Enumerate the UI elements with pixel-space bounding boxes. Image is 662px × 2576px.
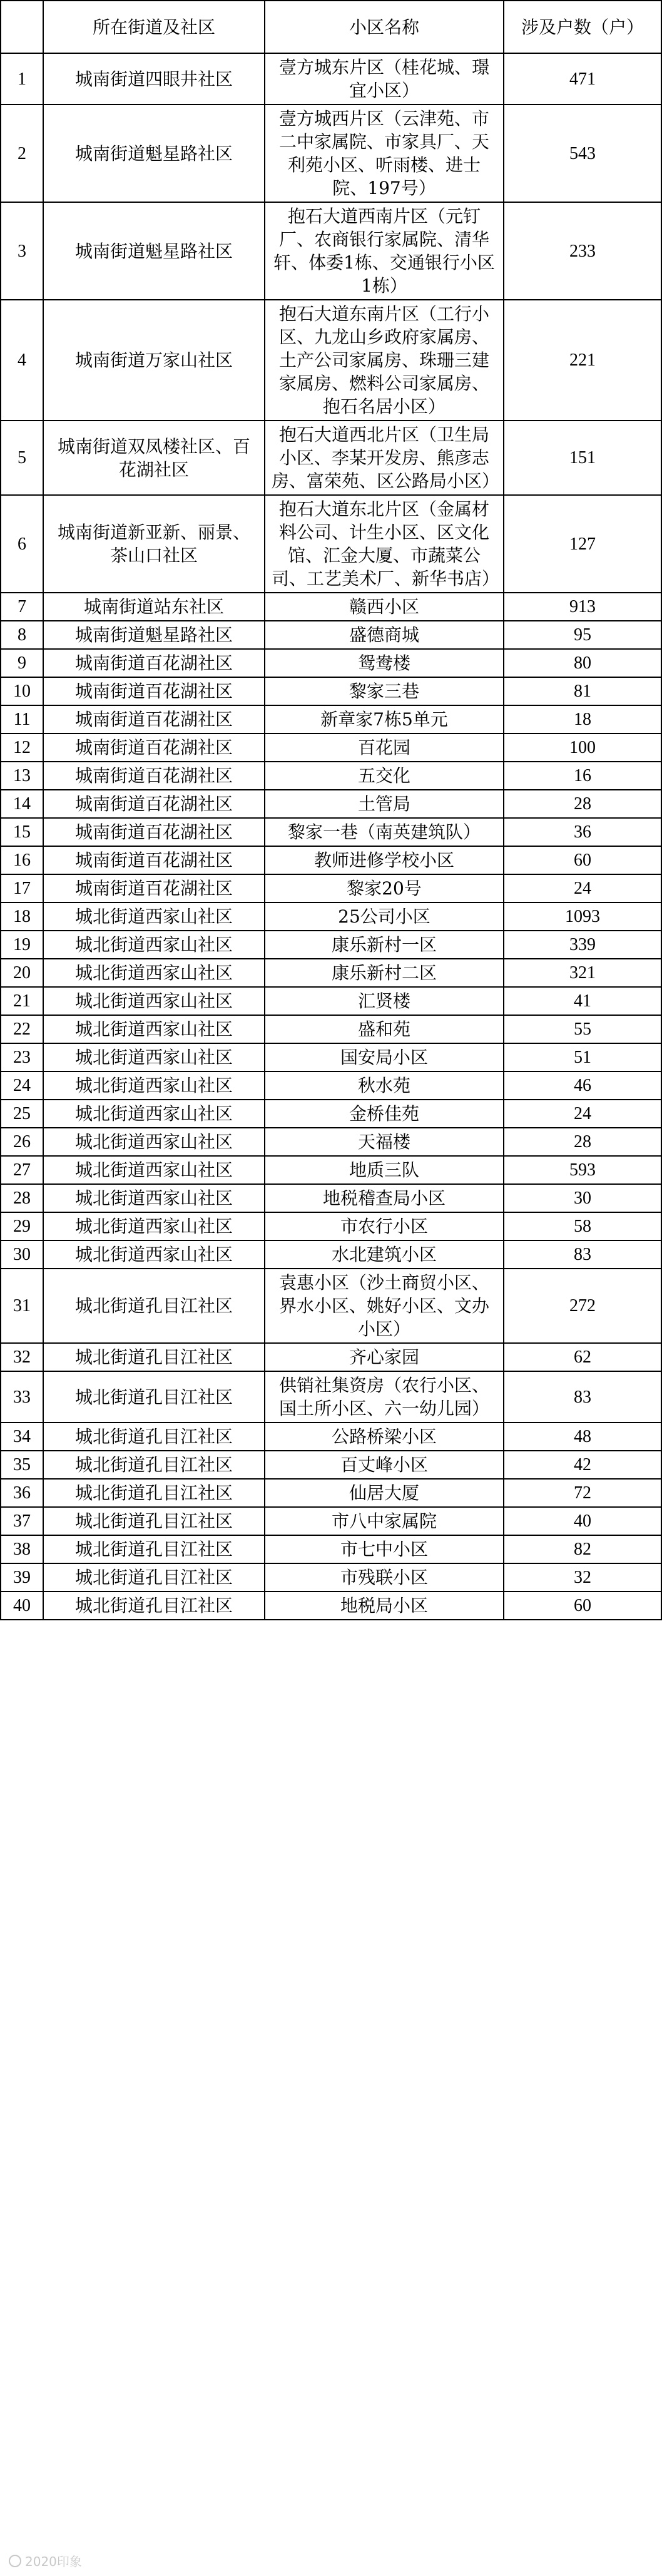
row-community: 秋水苑 — [265, 1071, 504, 1100]
row-street: 城北街道孔目江社区 — [43, 1563, 265, 1592]
row-index: 38 — [1, 1535, 43, 1563]
row-community: 抱石大道东北片区（金属材料公司、计生小区、区文化馆、汇金大厦、市蔬菜公司、工艺美术厂、新华书店） — [265, 495, 504, 593]
row-community: 盛和苑 — [265, 1015, 504, 1043]
table-row — [1, 1343, 661, 1371]
row-street: 城北街道西家山社区 — [43, 902, 265, 931]
row-count: 48 — [504, 1423, 661, 1451]
table-row — [1, 1423, 661, 1451]
row-community: 盛德商城 — [265, 621, 504, 649]
table-row — [1, 1240, 661, 1269]
row-street: 城北街道西家山社区 — [43, 987, 265, 1015]
table-row — [1, 1071, 661, 1100]
row-count: 272 — [504, 1269, 661, 1343]
table-row — [1, 1535, 661, 1563]
row-count: 593 — [504, 1156, 661, 1184]
row-community: 水北建筑小区 — [265, 1240, 504, 1269]
table-row — [1, 593, 661, 621]
row-index: 13 — [1, 762, 43, 790]
table-row — [1, 1592, 661, 1620]
row-index: 23 — [1, 1043, 43, 1071]
row-index: 4 — [1, 300, 43, 421]
row-street: 城北街道西家山社区 — [43, 1184, 265, 1212]
row-street: 城南街道百花湖社区 — [43, 733, 265, 762]
row-index: 40 — [1, 1592, 43, 1620]
table-row — [1, 705, 661, 733]
row-street: 城南街道百花湖社区 — [43, 705, 265, 733]
row-index: 21 — [1, 987, 43, 1015]
row-count: 62 — [504, 1343, 661, 1371]
row-index: 28 — [1, 1184, 43, 1212]
row-count: 80 — [504, 649, 661, 677]
row-community: 黎家三巷 — [265, 677, 504, 705]
row-community: 市残联小区 — [265, 1563, 504, 1592]
row-index: 20 — [1, 959, 43, 987]
watermark-logo-icon — [9, 2555, 21, 2567]
table-row — [1, 902, 661, 931]
row-street: 城北街道孔目江社区 — [43, 1535, 265, 1563]
row-community: 新章家7栋5单元 — [265, 705, 504, 733]
row-street: 城南街道百花湖社区 — [43, 677, 265, 705]
row-street: 城北街道西家山社区 — [43, 1015, 265, 1043]
table-row — [1, 818, 661, 846]
row-index: 19 — [1, 931, 43, 959]
row-count: 1093 — [504, 902, 661, 931]
row-community: 地税稽查局小区 — [265, 1184, 504, 1212]
row-street: 城南街道四眼井社区 — [43, 53, 265, 105]
row-community: 25公司小区 — [265, 902, 504, 931]
row-count: 543 — [504, 105, 661, 202]
table-row — [1, 762, 661, 790]
row-count: 913 — [504, 593, 661, 621]
row-street: 城南街道双凤楼社区、百花湖社区 — [43, 421, 265, 495]
header-count: 涉及户数（户） — [504, 1, 661, 53]
table-row — [1, 959, 661, 987]
row-community: 地质三队 — [265, 1156, 504, 1184]
header-row — [1, 1, 661, 53]
row-count: 46 — [504, 1071, 661, 1100]
row-count: 95 — [504, 621, 661, 649]
row-count: 127 — [504, 495, 661, 593]
table-row — [1, 202, 661, 300]
table-row — [1, 105, 661, 202]
table-row — [1, 649, 661, 677]
row-count: 24 — [504, 1100, 661, 1128]
row-community: 抱石大道东南片区（工行小区、九龙山乡政府家属房、土产公司家属房、珠珊三建家属房、燃料公司家属房、抱石名居小区） — [265, 300, 504, 421]
table-row — [1, 1043, 661, 1071]
row-count: 60 — [504, 1592, 661, 1620]
table-row — [1, 987, 661, 1015]
table-row — [1, 495, 661, 593]
row-index: 1 — [1, 53, 43, 105]
row-community: 天福楼 — [265, 1128, 504, 1156]
table-row — [1, 1128, 661, 1156]
table-row — [1, 53, 661, 105]
row-community: 黎家一巷（南英建筑队） — [265, 818, 504, 846]
row-count: 16 — [504, 762, 661, 790]
row-index: 17 — [1, 874, 43, 902]
row-street: 城北街道西家山社区 — [43, 931, 265, 959]
table-row — [1, 1184, 661, 1212]
row-count: 24 — [504, 874, 661, 902]
row-street: 城南街道万家山社区 — [43, 300, 265, 421]
row-street: 城北街道孔目江社区 — [43, 1423, 265, 1451]
row-community: 百丈峰小区 — [265, 1451, 504, 1479]
row-index: 9 — [1, 649, 43, 677]
row-index: 8 — [1, 621, 43, 649]
row-community: 赣西小区 — [265, 593, 504, 621]
row-index: 3 — [1, 202, 43, 300]
row-count: 18 — [504, 705, 661, 733]
watermark-text: 2020印象 — [25, 2554, 82, 2569]
row-street: 城南街道百花湖社区 — [43, 762, 265, 790]
table-row — [1, 1212, 661, 1240]
row-count: 28 — [504, 790, 661, 818]
row-count: 151 — [504, 421, 661, 495]
row-street: 城南街道新亚新、丽景、茶山口社区 — [43, 495, 265, 593]
table-row — [1, 874, 661, 902]
watermark — [9, 2552, 82, 2570]
table-row — [1, 1015, 661, 1043]
row-index: 2 — [1, 105, 43, 202]
row-street: 城北街道西家山社区 — [43, 1156, 265, 1184]
row-count: 233 — [504, 202, 661, 300]
row-index: 25 — [1, 1100, 43, 1128]
row-count: 83 — [504, 1371, 661, 1423]
row-count: 28 — [504, 1128, 661, 1156]
row-index: 35 — [1, 1451, 43, 1479]
row-street: 城北街道孔目江社区 — [43, 1592, 265, 1620]
row-index: 15 — [1, 818, 43, 846]
row-community: 汇贤楼 — [265, 987, 504, 1015]
row-count: 60 — [504, 846, 661, 874]
row-count: 471 — [504, 53, 661, 105]
row-street: 城南街道站东社区 — [43, 593, 265, 621]
row-count: 221 — [504, 300, 661, 421]
table-row — [1, 846, 661, 874]
row-street: 城北街道孔目江社区 — [43, 1371, 265, 1423]
row-index: 39 — [1, 1563, 43, 1592]
table-row — [1, 931, 661, 959]
row-street: 城北街道孔目江社区 — [43, 1269, 265, 1343]
row-index: 16 — [1, 846, 43, 874]
row-street: 城北街道西家山社区 — [43, 1240, 265, 1269]
table-row — [1, 1507, 661, 1535]
row-index: 14 — [1, 790, 43, 818]
row-index: 36 — [1, 1479, 43, 1507]
table-header — [1, 1, 661, 53]
table-row — [1, 421, 661, 495]
row-community: 壹方城西片区（云津苑、市二中家属院、市家具厂、天利苑小区、听雨楼、进士院、197号） — [265, 105, 504, 202]
row-count: 32 — [504, 1563, 661, 1592]
row-community: 教师进修学校小区 — [265, 846, 504, 874]
row-community: 金桥佳苑 — [265, 1100, 504, 1128]
row-count: 42 — [504, 1451, 661, 1479]
row-street: 城北街道西家山社区 — [43, 1212, 265, 1240]
row-community: 抱石大道西南片区（元钉厂、农商银行家属院、清华轩、体委1栋、交通银行小区1栋） — [265, 202, 504, 300]
row-index: 18 — [1, 902, 43, 931]
row-index: 22 — [1, 1015, 43, 1043]
row-community: 仙居大厦 — [265, 1479, 504, 1507]
row-index: 26 — [1, 1128, 43, 1156]
row-community: 齐心家园 — [265, 1343, 504, 1371]
row-count: 82 — [504, 1535, 661, 1563]
row-street: 城南街道百花湖社区 — [43, 790, 265, 818]
row-community: 壹方城东片区（桂花城、璟宜小区） — [265, 53, 504, 105]
row-count: 83 — [504, 1240, 661, 1269]
row-index: 12 — [1, 733, 43, 762]
row-street: 城南街道百花湖社区 — [43, 818, 265, 846]
row-count: 55 — [504, 1015, 661, 1043]
row-index: 37 — [1, 1507, 43, 1535]
row-community: 百花园 — [265, 733, 504, 762]
row-index: 11 — [1, 705, 43, 733]
row-street: 城北街道西家山社区 — [43, 959, 265, 987]
table-row — [1, 1156, 661, 1184]
row-count: 321 — [504, 959, 661, 987]
table-row — [1, 300, 661, 421]
table-row — [1, 621, 661, 649]
row-count: 40 — [504, 1507, 661, 1535]
table-row — [1, 790, 661, 818]
row-street: 城南街道魁星路社区 — [43, 621, 265, 649]
row-count: 41 — [504, 987, 661, 1015]
row-street: 城北街道西家山社区 — [43, 1128, 265, 1156]
row-community: 黎家20号 — [265, 874, 504, 902]
row-index: 33 — [1, 1371, 43, 1423]
row-count: 81 — [504, 677, 661, 705]
row-community: 康乐新村二区 — [265, 959, 504, 987]
row-index: 29 — [1, 1212, 43, 1240]
row-index: 32 — [1, 1343, 43, 1371]
row-street: 城北街道孔目江社区 — [43, 1507, 265, 1535]
row-street: 城南街道魁星路社区 — [43, 105, 265, 202]
row-community: 袁惠小区（沙土商贸小区、界水小区、姚好小区、文办小区） — [265, 1269, 504, 1343]
row-count: 51 — [504, 1043, 661, 1071]
row-community: 五交化 — [265, 762, 504, 790]
row-street: 城北街道西家山社区 — [43, 1071, 265, 1100]
table-row — [1, 1269, 661, 1343]
row-community: 供销社集资房（农行小区、国土所小区、六一幼儿园） — [265, 1371, 504, 1423]
table-row — [1, 677, 661, 705]
table-body — [1, 53, 661, 1620]
row-street: 城北街道孔目江社区 — [43, 1343, 265, 1371]
row-count: 36 — [504, 818, 661, 846]
header-community: 小区名称 — [265, 1, 504, 53]
row-count: 100 — [504, 733, 661, 762]
header-index — [1, 1, 43, 53]
table-row — [1, 1563, 661, 1592]
row-index: 24 — [1, 1071, 43, 1100]
row-count: 72 — [504, 1479, 661, 1507]
row-index: 5 — [1, 421, 43, 495]
row-community: 鸳鸯楼 — [265, 649, 504, 677]
row-community: 土管局 — [265, 790, 504, 818]
row-count: 58 — [504, 1212, 661, 1240]
row-index: 7 — [1, 593, 43, 621]
table-row — [1, 1479, 661, 1507]
row-community: 康乐新村一区 — [265, 931, 504, 959]
row-community: 市八中家属院 — [265, 1507, 504, 1535]
row-index: 31 — [1, 1269, 43, 1343]
table-row — [1, 733, 661, 762]
table-row — [1, 1100, 661, 1128]
row-street: 城北街道孔目江社区 — [43, 1451, 265, 1479]
row-street: 城北街道西家山社区 — [43, 1100, 265, 1128]
row-index: 34 — [1, 1423, 43, 1451]
row-community: 市七中小区 — [265, 1535, 504, 1563]
row-street: 城南街道魁星路社区 — [43, 202, 265, 300]
row-street: 城北街道孔目江社区 — [43, 1479, 265, 1507]
header-street: 所在街道及社区 — [43, 1, 265, 53]
row-street: 城南街道百花湖社区 — [43, 874, 265, 902]
row-index: 6 — [1, 495, 43, 593]
table-row — [1, 1451, 661, 1479]
row-index: 27 — [1, 1156, 43, 1184]
row-street: 城南街道百花湖社区 — [43, 649, 265, 677]
row-count: 30 — [504, 1184, 661, 1212]
row-street: 城南街道百花湖社区 — [43, 846, 265, 874]
row-community: 抱石大道西北片区（卫生局小区、李某开发房、熊彦志房、富荣苑、区公路局小区） — [265, 421, 504, 495]
row-index: 30 — [1, 1240, 43, 1269]
row-community: 公路桥梁小区 — [265, 1423, 504, 1451]
row-community: 市农行小区 — [265, 1212, 504, 1240]
row-community: 地税局小区 — [265, 1592, 504, 1620]
row-index: 10 — [1, 677, 43, 705]
table-row — [1, 1371, 661, 1423]
row-street: 城北街道西家山社区 — [43, 1043, 265, 1071]
row-community: 国安局小区 — [265, 1043, 504, 1071]
row-count: 339 — [504, 931, 661, 959]
